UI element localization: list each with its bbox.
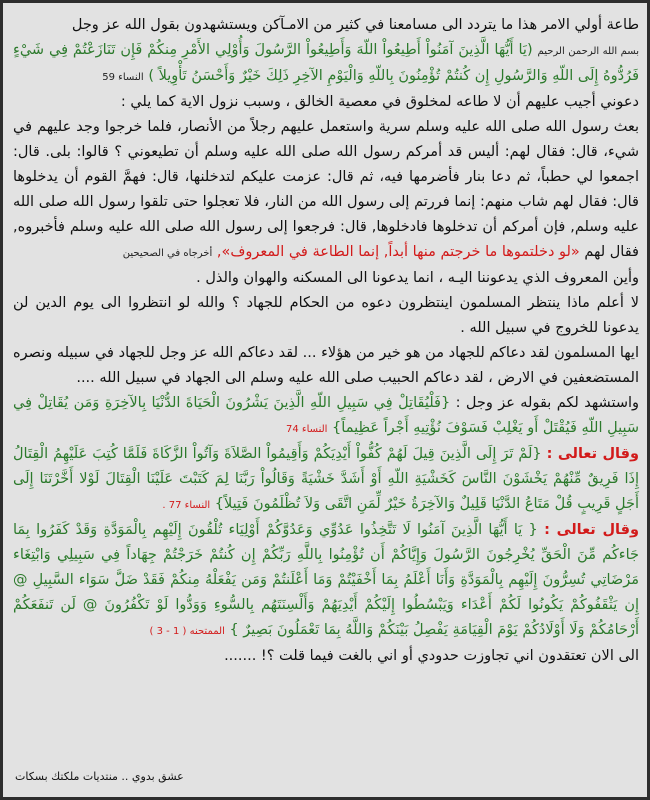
muslims-paragraph: ايها المسلمون لقد دعاكم للجهاد من هو خير من هؤلاء ... لقد دعاكم الله عز وجل للجهاد في سبيله ونصره المستضعفين في الارض ، لقد دعاكم الحبيب صلى الله عليه وسلم الى الجهاد في سبيل الله .... [13, 345, 639, 386]
verse-nisa59-paragraph [13, 38, 639, 90]
verse-nisa77: {لَمْ تَرَ إِلَى الَّذِينَ قِيلَ لَهُمْ كُفُّواْ أَيْدِيَكُمْ وَأَقِيمُواْ الصَّلاَةَ وَآتُواْ الزَّكَاةَ فَلَمَّا كُتِبَ عَلَيْهِمُ الْقِتَالُ إِذَا فَرِيقٌ مِّنْهُمْ يَخْشَوْنَ النَّاسَ كَخَشْيَةِ اللّهِ أَوْ أَشَدَّ خَشْيَةً وَقَالُواْ رَبَّنَا لِمَ كَتَبْتَ عَلَيْنَا الْقِتَالَ لَوْلا أَخَّرْتَنَا إِلَى أَجَلٍ قَرِيبٍ قُلْ مَتَاعُ الدَّنْيَا قَلِيلٌ وَالآخِرَةُ خَيْرٌ لِّمَنِ اتَّقَى وَلاَ تُظْلَمُونَ فَتِيلاً} [13, 446, 639, 512]
verse-mumtahana-paragraph [13, 518, 639, 644]
hadith-paragraph [13, 115, 639, 266]
ref-nisa59: النساء 59 [102, 72, 144, 83]
intro-paragraph: طاعة أولي الامر هذا ما يتردد الى مسامعنا في كثير من الامـآكن ويستشهدون بقول الله عز وجل [71, 17, 639, 33]
hadith-quote: «لو دخلتموها ما خرجتم منها أبداً, إنما الطاعة في المعروف», [216, 244, 580, 260]
witness-label: واستشهد لكم بقوله عز وجل : [455, 395, 639, 411]
footer-signature: عشق بدوي .. منتديات ملكتك بسكات [15, 770, 184, 783]
hadith-text: بعث رسول الله صلى الله عليه وسلم سرية واستعمل عليهم رجلاً من الأنصار، فلما خرجوا وجد عليهم في شيء، قال: فقال لهم: أليس قد أمركم رسول الله صلى الله عليه وسلم أن تطيعوني ؟ قالوا: بلى. قال: اجمعوا لي حطباً، ثم دعا بنار فأضرمها فيه، ثم قال: عزمت عليكم لتدخلنها، قال: فهمَّ القوم أن يدخلوها قال: فقال لهم شاب منهم: إنما فررتم إلى رسول الله من النار، فلا تعجلوا حتى تلقوا رسول الله صلى الله عليه وسلم, فإن أمركم أن تدخلوها فادخلوها, قال: فرجعوا إلى رسول الله صلى الله عليه وسلم فأخبروه, فقال لهم [13, 119, 639, 260]
ref-nisa77: النساء 77 . [162, 500, 211, 511]
maruf-paragraph: وأين المعروف الذي يدعوننا اليـه ، انما يدعونا الى المسكنه والهوان والذل . [196, 270, 639, 286]
verse-nisa59: (يَا أَيُّهَا الَّذِينَ آمَنُواْ أَطِيعُواْ اللّهَ وَأَطِيعُواْ الرَّسُولَ وَأُوْلِي الأَمْرِ مِنكُمْ فَإِن تَنَازَعْتُمْ فِي شَيْءٍ فَرُدُّوهُ إِلَى اللّهِ وَالرَّسُولِ إِن كُنتُمْ تُؤْمِنُونَ بِاللّهِ وَالْيَوْمِ الآخِرِ ذَلِكَ خَيْرٌ وَأَحْسَنُ تَأْوِيلاً ) [13, 42, 639, 84]
verse-mumtahana: { يَا أَيُّهَا الَّذِينَ آمَنُوا لَا تَتَّخِذُوا عَدُوِّي وَعَدُوَّكُمْ أَوْلِيَاء تُلْقُونَ إِلَيْهِم بِالْمَوَدَّةِ وَقَدْ كَفَرُوا بِمَا جَاءكُم مِّنَ الْحَقِّ يُخْرِجُونَ الرَّسُولَ وَإِيَّاكُمْ أَن تُؤْمِنُوا بِاللَّهِ رَبِّكُمْ إِن كُنتُمْ خَرَجْتُمْ جِهَاداً فِي سَبِيلِي وَابْتِغَاء مَرْضَاتِي تُسِرُّونَ إِلَيْهِم بِالْمَوَدَّةِ وَأَنَا أَعْلَمُ بِمَا أَخْفَيْتُمْ وَمَا أَعْلَنتُمْ وَمَن يَفْعَلْهُ مِنكُمْ فَقَدْ ضَلَّ سَوَاء السَّبِيلِ @ إِن يَثْقَفُوكُمْ يَكُونُوا لَكُمْ أَعْدَاء وَيَبْسُطُوا إِلَيْكُمْ أَيْدِيَهُمْ وَأَلْسِنَتَهُم بِالسُّوءِ وَوَدُّوا لَوْ تَكْفُرُونَ @ لَن تَنفَعَكُمْ أَرْحَامُكُمْ وَلَا أَوْلَادُكُمْ يَوْمَ الْقِيَامَةِ يَفْصِلُ بَيْنَكُمْ وَاللَّهُ بِمَا تَعْمَلُونَ بَصِيرٌ } [13, 522, 639, 638]
ref-nisa74: النساء 74 [286, 424, 328, 435]
basmala: بسم الله الرحمن الرحيم [537, 46, 640, 57]
verse-nisa77-paragraph [13, 442, 639, 518]
article-body [13, 13, 639, 669]
qala-label-1: وقال تعالى : [546, 446, 639, 462]
reply-paragraph: دعوني أجيب عليهم أن لا طاعه لمخلوق في معصية الخالق ، وسبب نزول الاية كما يلي : [120, 94, 639, 110]
qala-label-2: وقال تعالى : [544, 522, 639, 538]
verse-nisa74: {فَلْيُقَاتِلْ فِي سَبِيلِ اللّهِ الَّذِينَ يَشْرُونَ الْحَيَاةَ الدُّنْيَا بِالآخِرَةِ وَمَن يُقَاتِلْ فِي سَبِيلِ اللّهِ فَيُقْتَلْ أَو يَغْلِبْ فَسَوْفَ نُؤْتِيهِ أَجْراً عَظِيماً} [13, 395, 639, 436]
question-paragraph: لا أعلم ماذا ينتظر المسلمون اينتظرون دعوه من الحكام للجهاد ؟ والله لو انتظروا الى يوم الدين لن يدعونا للخروج في سبيل الله . [13, 295, 639, 336]
hadith-source: أخرجاه في الصحيحين [122, 248, 213, 259]
ref-mumtahana: الممتحنه ( 1 - 3 ) [149, 626, 225, 637]
verse-nisa74-paragraph [13, 391, 639, 442]
closing-paragraph: الى الان تعتقدون اني تجاوزت حدودي أو اني بالغت فيما قلت ؟! ....... [224, 648, 639, 664]
